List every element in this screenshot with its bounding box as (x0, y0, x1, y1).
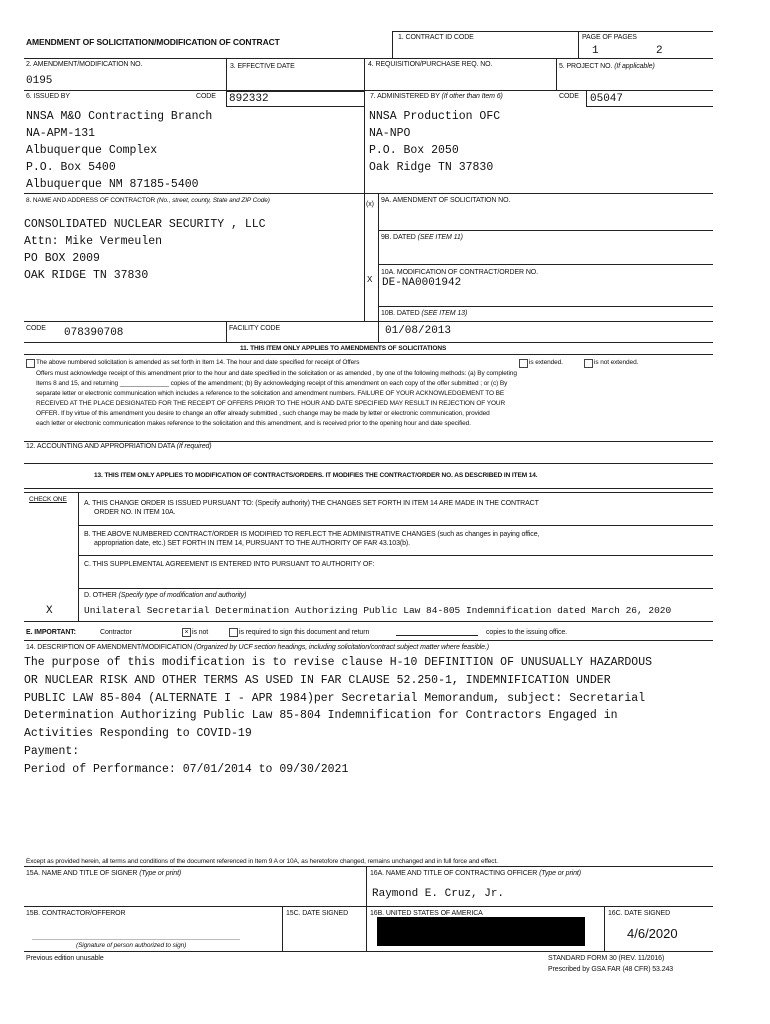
item-14-label: 14. DESCRIPTION OF AMENDMENT/MODIFICATION (Organized by UCF section headings, including solicitation/contract subject matter where feasible.) (26, 644, 489, 651)
rule (226, 90, 227, 106)
date-signed: 4/6/2020 (627, 926, 678, 941)
item-11-instructions: Offers must acknowledge receipt of this amendment prior to the hour and date specified in the solicitation or as amended , by one of the following methods: (a) By completing Items 8 and 15, and returning ______________ copies of the amendment; (b) By acknowledging receipt of this amendment on each copy of the offer submitted ; or (c) By separate letter or electronic communication which includes a reference to the solicitation and amendment numbers. FAILURE OF YOUR ACKNOWLEDGEMENT TO BE RECEIVED AT THE PLACE DESIGNATED FOR THE RECEIPT OF OFFERS PRIOR TO THE HOUR AND DATE SPECIFIED MAY RESULT IN REJECTION OF YOUR OFFER. If by virtue of this amendment you desire to change an offer already submitted , such change may be made by letter or electronic communication, provided each letter or electronic communication makes reference to the solicitation and this amendment, and is received prior to the opening hour and date specified. (36, 370, 517, 427)
item-15a-label: 15A. NAME AND TITLE OF SIGNER (Type or print) (26, 870, 182, 877)
item-11-heading: 11. THIS ITEM ONLY APPLIES TO AMENDMENTS OF SOLICITATIONS (240, 345, 447, 352)
redacted-signature (377, 917, 585, 946)
rule (378, 306, 713, 307)
issued-code-label: CODE (196, 93, 216, 100)
rule (24, 193, 713, 194)
rule (24, 354, 713, 355)
rule (378, 230, 713, 231)
rule (78, 525, 713, 526)
is-required-checkbox[interactable] (229, 628, 238, 637)
contract-id-label: 1. CONTRACT ID CODE (398, 34, 474, 41)
copies-blank[interactable] (396, 635, 478, 636)
x-mark-label: (x) (366, 201, 374, 208)
project-label: 5. PROJECT NO. (If applicable) (559, 63, 655, 70)
item-10b-value: 01/08/2013 (385, 325, 452, 337)
not-extended-checkbox[interactable] (584, 359, 593, 368)
rule (556, 58, 557, 90)
rule (24, 492, 713, 493)
item-15b-label: 15B. CONTRACTOR/OFFEROR (26, 910, 126, 917)
item-9a-label: 9A. AMENDMENT OF SOLICITATION NO. (381, 197, 511, 204)
item-16c-label: 16C. DATE SIGNED (608, 910, 671, 917)
item-10a-value: DE-NA0001942 (382, 277, 462, 289)
item-10a-mark: X (367, 275, 373, 285)
contractor-label: 8. NAME AND ADDRESS OF CONTRACTOR (No., street, county, State and ZIP Code) (26, 197, 270, 204)
signature-line (32, 939, 240, 940)
item-11-text: The above numbered solicitation is amended as set forth in Item 14. The hour and date specified for receipt of Offers (36, 359, 360, 366)
rule (24, 640, 713, 641)
rule (226, 106, 364, 107)
rule (366, 866, 367, 951)
rule (24, 488, 713, 489)
rule (226, 321, 227, 342)
previous-edition: Previous edition unusable (26, 955, 104, 962)
amendment-no: 0195 (26, 75, 53, 87)
amendment-no-label: 2. AMENDMENT/MODIFICATION NO. (26, 61, 143, 68)
rule (24, 58, 713, 59)
administered-code-label: CODE (559, 93, 579, 100)
check-one: CHECK ONE (29, 496, 67, 503)
rule (24, 463, 713, 464)
page-count: 2 (656, 45, 663, 57)
item-10a-label: 10A. MODIFICATION OF CONTRACT/ORDER NO. (381, 269, 538, 276)
page-number: 1 (592, 45, 599, 57)
rule (586, 90, 587, 106)
contractor-code-label: CODE (26, 325, 46, 332)
officer-name: Raymond E. Cruz, Jr. (372, 888, 505, 900)
contractor-word: Contractor (100, 629, 132, 636)
standard-form: STANDARD FORM 30 (REV. 11/2016) (548, 955, 665, 962)
prescribed-by: Prescribed by GSA FAR (48 CFR) 53.243 (548, 966, 674, 973)
except-text: Except as provided herein, all terms and conditions of the document referenced in Item 9 A or 10A, as heretofore changed, remains unchanged and in full force and effect. (26, 858, 498, 865)
item-13d-value: Unilateral Secretarial Determination Authorizing Public Law 84-805 Indemnification dated March 26, 2020 (84, 605, 672, 616)
facility-code-label: FACILITY CODE (229, 325, 281, 332)
rule (378, 264, 713, 265)
amended-checkbox[interactable] (26, 359, 35, 368)
effective-date-label: 3. EFFECTIVE DATE (230, 63, 295, 70)
item-13-heading: 13. THIS ITEM ONLY APPLIES TO MODIFICATION OF CONTRACTS/ORDERS. IT MODIFIES THE CONTRACT/ORDER NO. AS DESCRIBED IN ITEM 14. (94, 472, 538, 479)
administered-code: 05047 (590, 93, 624, 105)
item-13d-label: D. OTHER (Specify type of modification and authority) (84, 592, 247, 599)
contractor-code: 078390708 (64, 327, 124, 339)
important-label: E. IMPORTANT: (26, 629, 76, 636)
is-not: is not (192, 629, 209, 636)
rule (604, 906, 605, 951)
copies-issuing: copies to the issuing office. (486, 629, 568, 636)
rule (364, 58, 365, 193)
administered-address: NNSA Production OFC NA-NPO P.O. Box 2050 Oak Ridge TN 37830 (369, 110, 501, 174)
rule (282, 906, 283, 951)
contractor-address: CONSOLIDATED NUCLEAR SECURITY , LLC Attn: Mike Vermeulen PO BOX 2009 OAK RIDGE TN 37830 (24, 218, 266, 282)
item-13c: C. THIS SUPPLEMENTAL AGREEMENT IS ENTERED INTO PURSUANT TO AUTHORITY OF: (84, 561, 375, 568)
item-9b-label: 9B. DATED (SEE ITEM 11) (381, 234, 463, 241)
rule (78, 555, 713, 556)
rule (24, 342, 713, 343)
rule (364, 193, 365, 321)
item-13b: B. THE ABOVE NUMBERED CONTRACT/ORDER IS MODIFIED TO REFLECT THE ADMINISTRATIVE CHANGES (such as changes in paying office, appropriation date, etc.) SET FORTH IN ITEM 14, PURSUANT TO THE AUTHORITY OF FAR 43.103(b). (84, 531, 540, 547)
administered-label: 7. ADMINISTERED BY (If other than Item 6) (370, 93, 503, 100)
item-13d-mark: X (46, 605, 53, 617)
form-title: AMENDMENT OF SOLICITATION/MODIFICATION OF CONTRACT (26, 37, 280, 47)
is-required: is required to sign this document and return (239, 629, 370, 636)
rule (24, 90, 713, 91)
issued-by-label: 6. ISSUED BY (26, 93, 70, 100)
rule (226, 58, 227, 90)
rule (24, 866, 713, 867)
page-label: PAGE OF PAGES (582, 34, 637, 41)
issued-by-address: NNSA M&O Contracting Branch NA-APM-131 Albuquerque Complex P.O. Box 5400 Albuquerque NM 87185-5400 (26, 110, 213, 191)
rule (392, 31, 713, 32)
rule (24, 951, 713, 952)
rule (392, 31, 393, 58)
rule (78, 492, 79, 621)
rule (24, 321, 713, 322)
requisition-label: 4. REQUISITION/PURCHASE REQ. NO. (368, 61, 493, 68)
rule (24, 906, 713, 907)
signature-caption: (Signature of person authorized to sign) (76, 942, 187, 949)
item-16a-label: 16A. NAME AND TITLE OF CONTRACTING OFFICER (Type or print) (370, 870, 581, 877)
item-10b-label: 10B. DATED (SEE ITEM 13) (381, 310, 468, 317)
rule (378, 193, 379, 342)
rule (586, 106, 713, 107)
item-16b-label: 16B. UNITED STATES OF AMERICA (370, 910, 483, 917)
description: The purpose of this modification is to revise clause H-10 DEFINITION OF UNUSUALLY HAZARDOUS OR NUCLEAR RISK AND OTHER TERMS AS USED IN FAR CLAUSE 52.250-1, INDEMNIFICATION UNDER PUBLIC LAW 85-804 (ALTERNATE I - APR 1984)per Secretarial Memorandum, subject: Secretarial Determination Authorizing Public Law 85-804 Indemnification for Contractors Engaged in Activities Responding to COVID-19 Payment: Period of Performance: 07/01/2014 to 09/30/2021 (24, 656, 653, 776)
rule (78, 588, 713, 589)
rule (24, 621, 713, 622)
extended-checkbox[interactable] (519, 359, 528, 368)
rule (578, 31, 579, 58)
item-13a: A. THIS CHANGE ORDER IS ISSUED PURSUANT TO: (Specify authority) THE CHANGES SET FORTH IN ITEM 14 ARE MADE IN THE CONTRACT ORDER NO. IN ITEM 10A. (84, 500, 539, 516)
item-15c-label: 15C. DATE SIGNED (286, 910, 349, 917)
is-not-extended: is not extended. (594, 359, 639, 366)
is-extended: is extended. (529, 359, 563, 366)
issued-code: 892332 (229, 93, 269, 105)
is-not-checkbox[interactable]: × (182, 628, 191, 637)
item-12-label: 12. ACCOUNTING AND APPROPRIATION DATA (If required) (26, 443, 212, 450)
